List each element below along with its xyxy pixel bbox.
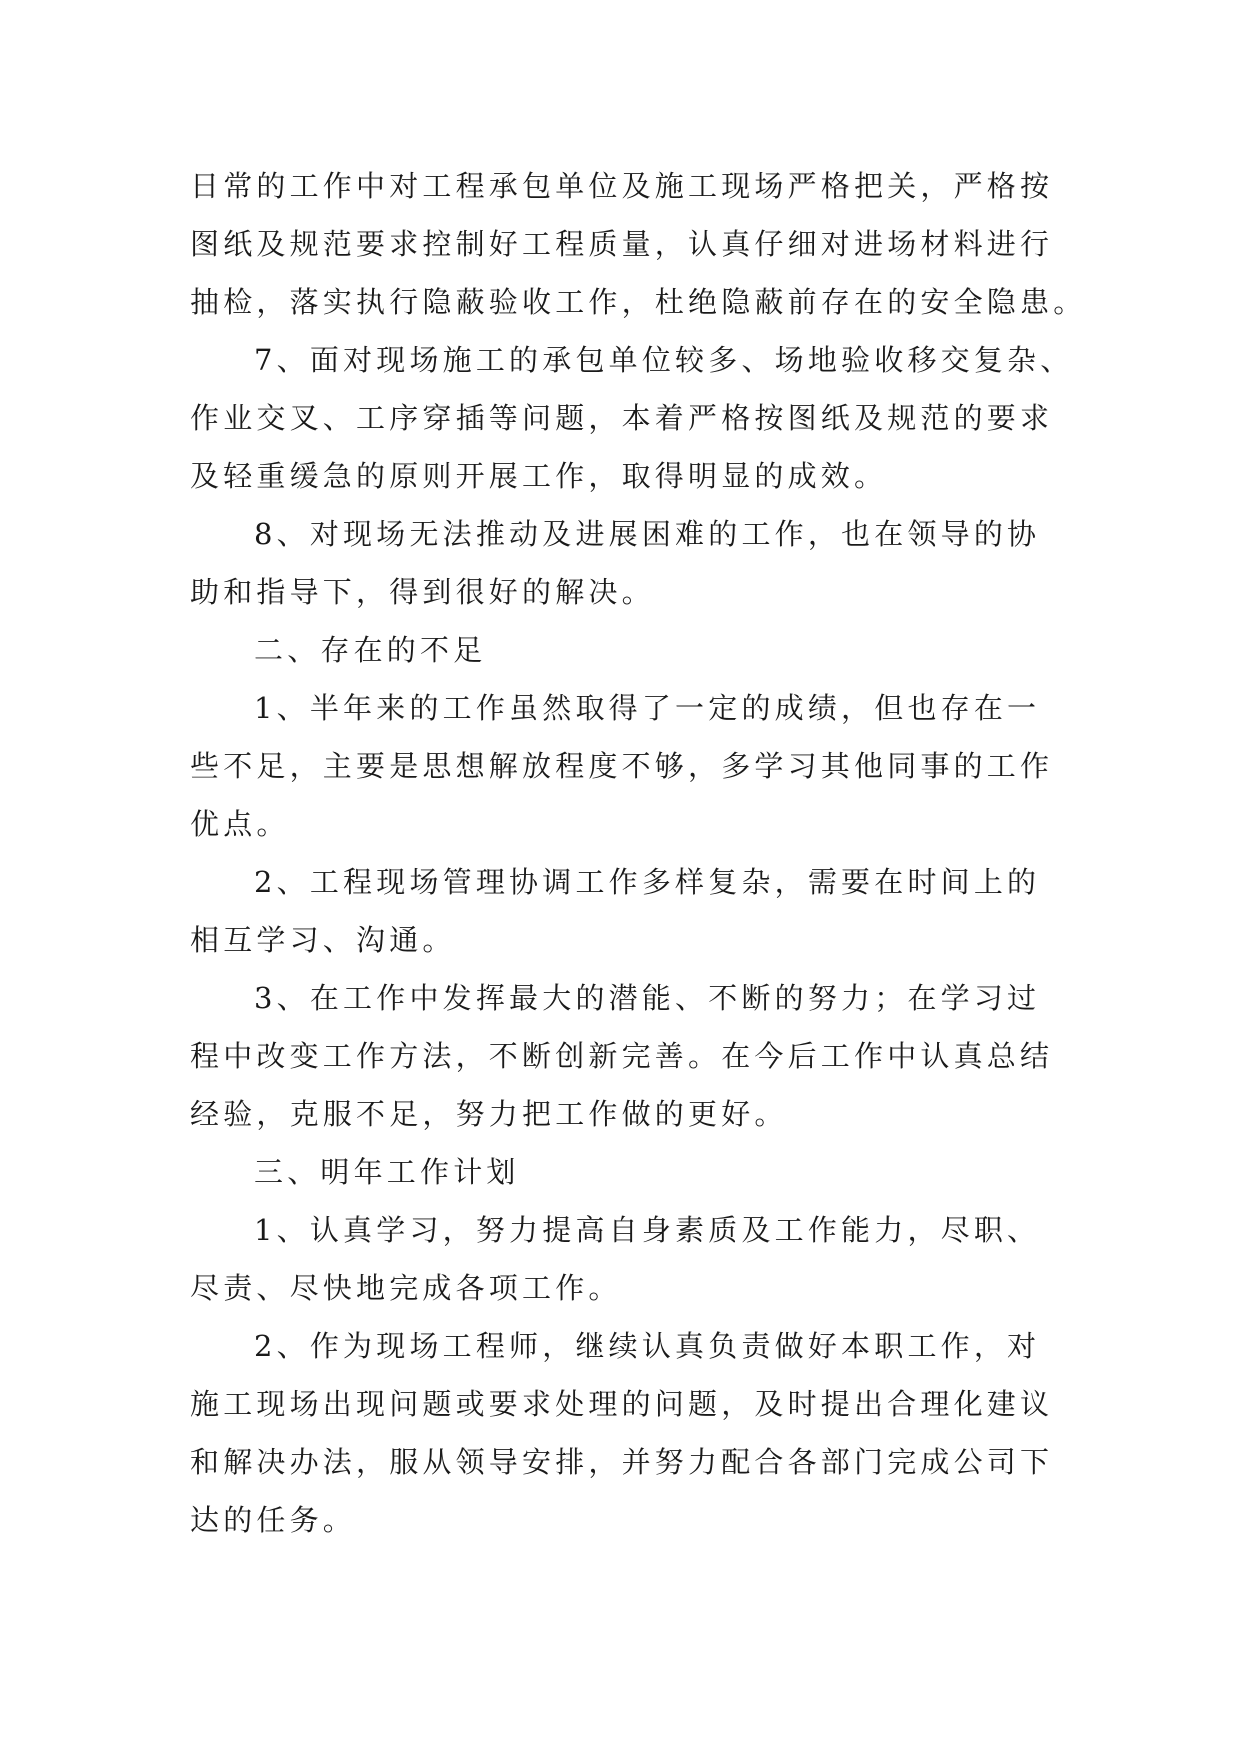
text-line: 2、工程现场管理协调工作多样复杂，需要在时间上的 — [254, 865, 1041, 899]
section-heading: 三、明年工作计划 — [254, 1155, 520, 1189]
text-line: 抽检，落实执行隐蔽验收工作，杜绝隐蔽前存在的安全隐患。 — [190, 285, 1087, 319]
text-line: 2、作为现场工程师，继续认真负责做好本职工作，对 — [254, 1329, 1041, 1363]
text-line: 3、在工作中发挥最大的潜能、不断的努力；在学习过 — [254, 981, 1041, 1015]
document-body — [190, 157, 1087, 1549]
text-line: 些不足，主要是思想解放程度不够，多学习其他同事的工作 — [190, 749, 1054, 783]
text-line: 程中改变工作方法，不断创新完善。在今后工作中认真总结 — [190, 1039, 1054, 1073]
text-line: 尽责、尽快地完成各项工作。 — [190, 1271, 622, 1305]
text-line: 达的任务。 — [190, 1503, 357, 1537]
text-line: 及轻重缓急的原则开展工作，取得明显的成效。 — [190, 459, 888, 493]
text-line: 图纸及规范要求控制好工程质量，认真仔细对进场材料进行 — [190, 227, 1054, 261]
text-line: 1、半年来的工作虽然取得了一定的成绩，但也存在一 — [254, 691, 1041, 725]
text-line: 优点。 — [190, 807, 290, 841]
text-line: 8、对现场无法推动及进展困难的工作，也在领导的协 — [254, 517, 1041, 551]
text-line: 7、面对现场施工的承包单位较多、场地验收移交复杂、 — [254, 343, 1074, 377]
text-line: 经验，克服不足，努力把工作做的更好。 — [190, 1097, 788, 1131]
text-line: 相互学习、沟通。 — [190, 923, 456, 957]
text-line: 作业交叉、工序穿插等问题，本着严格按图纸及规范的要求 — [190, 401, 1054, 435]
text-line: 助和指导下，得到很好的解决。 — [190, 575, 655, 609]
section-heading: 二、存在的不足 — [254, 633, 487, 667]
text-line: 施工现场出现问题或要求处理的问题，及时提出合理化建议 — [190, 1387, 1054, 1421]
text-line: 日常的工作中对工程承包单位及施工现场严格把关，严格按 — [190, 169, 1054, 203]
text-line: 和解决办法，服从领导安排，并努力配合各部门完成公司下 — [190, 1445, 1054, 1479]
text-line: 1、认真学习，努力提高自身素质及工作能力，尽职、 — [254, 1213, 1041, 1247]
